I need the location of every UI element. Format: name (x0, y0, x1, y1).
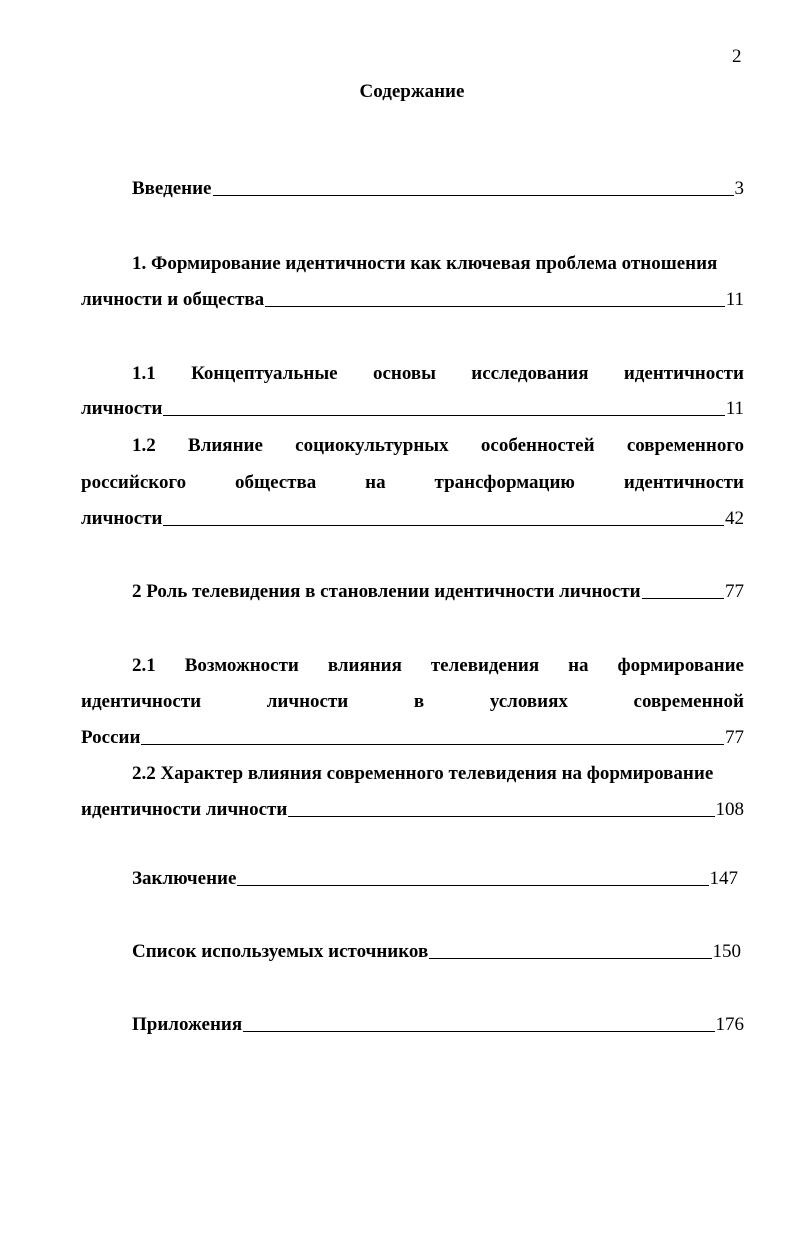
toc-entry-section-1-1[interactable] (81, 397, 744, 421)
toc-page-ref: 108 (715, 799, 744, 820)
toc-word: телевидения (430, 655, 540, 676)
toc-entry-section-2-2-line1[interactable] (132, 762, 744, 786)
toc-word: Влияние (188, 435, 263, 456)
toc-leader (429, 958, 711, 959)
page-number: 2 (732, 46, 742, 67)
toc-page-ref: 176 (715, 1014, 744, 1035)
page-title: Содержание (359, 81, 465, 102)
toc-word: на (568, 655, 589, 676)
toc-entry-conclusion[interactable] (132, 867, 738, 891)
toc-page-ref: 77 (725, 727, 744, 748)
toc-leader (642, 598, 724, 599)
toc-entry-sources[interactable] (132, 940, 741, 964)
toc-page-ref: 11 (725, 289, 744, 310)
toc-word: условиях (489, 691, 568, 712)
toc-page-ref: 147 (709, 868, 738, 889)
toc-leader (237, 885, 708, 886)
toc-entry-text: личности (81, 508, 163, 529)
toc-entry-appendix[interactable] (132, 1013, 744, 1037)
toc-page-ref: 42 (725, 508, 744, 529)
toc-entry-chapter2[interactable] (132, 580, 744, 604)
toc-word: социокультурных (295, 435, 449, 456)
toc-entry-text: личности (81, 398, 163, 419)
toc-entry-section-2-1-line1[interactable] (132, 654, 744, 678)
toc-leader (141, 744, 724, 745)
toc-word: 2.1 (132, 655, 156, 676)
toc-leader (163, 415, 724, 416)
toc-entry-text: России (81, 727, 141, 748)
toc-entry-text: 1. Формирование идентичности как ключевая проблема отношения (132, 253, 718, 274)
toc-page-ref: 11 (725, 398, 744, 419)
toc-word: 1.2 (132, 435, 156, 456)
toc-leader (163, 525, 724, 526)
toc-entry-text: Приложения (132, 1014, 243, 1035)
toc-word: формирование (617, 655, 744, 676)
toc-entry-section-2-1[interactable] (81, 726, 744, 750)
toc-word: в (413, 691, 425, 712)
toc-entry-text: Заключение (132, 868, 237, 889)
toc-word: 1.1 (132, 363, 156, 384)
toc-word: основы (372, 363, 436, 384)
toc-entry-section-1-2-line2[interactable] (81, 471, 744, 495)
toc-entry-chapter1[interactable] (81, 288, 744, 312)
toc-entry-section-2-1-line2[interactable] (81, 690, 744, 714)
toc-word: исследования (471, 363, 589, 384)
toc-page-ref: 150 (712, 941, 741, 962)
toc-entry-text: идентичности личности (81, 799, 288, 820)
toc-entry-text: Список используемых источников (132, 941, 429, 962)
toc-entry-introduction[interactable] (132, 177, 744, 201)
toc-word: личности (266, 691, 349, 712)
toc-word: общества (235, 472, 317, 493)
toc-word: особенностей (480, 435, 595, 456)
toc-leader (265, 306, 725, 307)
toc-word: Концептуальные (191, 363, 338, 384)
toc-page-ref: 77 (725, 581, 744, 602)
toc-entry-section-1-1-line1[interactable] (132, 362, 744, 386)
toc-word: идентичности (81, 691, 202, 712)
toc-leader (243, 1031, 714, 1032)
toc-page-ref: 3 (734, 178, 744, 199)
toc-word: российского (81, 472, 187, 493)
toc-word: на (365, 472, 386, 493)
toc-leader (213, 195, 734, 196)
toc-word: Возможности (184, 655, 299, 676)
toc-entry-text: Введение (132, 178, 212, 199)
toc-word: современной (633, 691, 744, 712)
toc-entry-text: 2.2 Характер влияния современного телевидения на формирование (132, 763, 714, 784)
toc-word: идентичности (623, 472, 744, 493)
toc-entry-section-2-2[interactable] (81, 798, 744, 822)
toc-entry-text: 2 Роль телевидения в становлении идентичности личности (132, 581, 641, 602)
toc-word: идентичности (623, 363, 744, 384)
toc-entry-section-1-2[interactable] (81, 507, 744, 531)
toc-word: трансформацию (434, 472, 575, 493)
toc-entry-text: личности и общества (81, 289, 265, 310)
toc-entry-chapter1-line1[interactable] (132, 252, 744, 276)
toc-leader (288, 816, 714, 817)
toc-word: современного (626, 435, 744, 456)
toc-entry-section-1-2-line1[interactable] (132, 434, 744, 458)
toc-word: влияния (327, 655, 402, 676)
